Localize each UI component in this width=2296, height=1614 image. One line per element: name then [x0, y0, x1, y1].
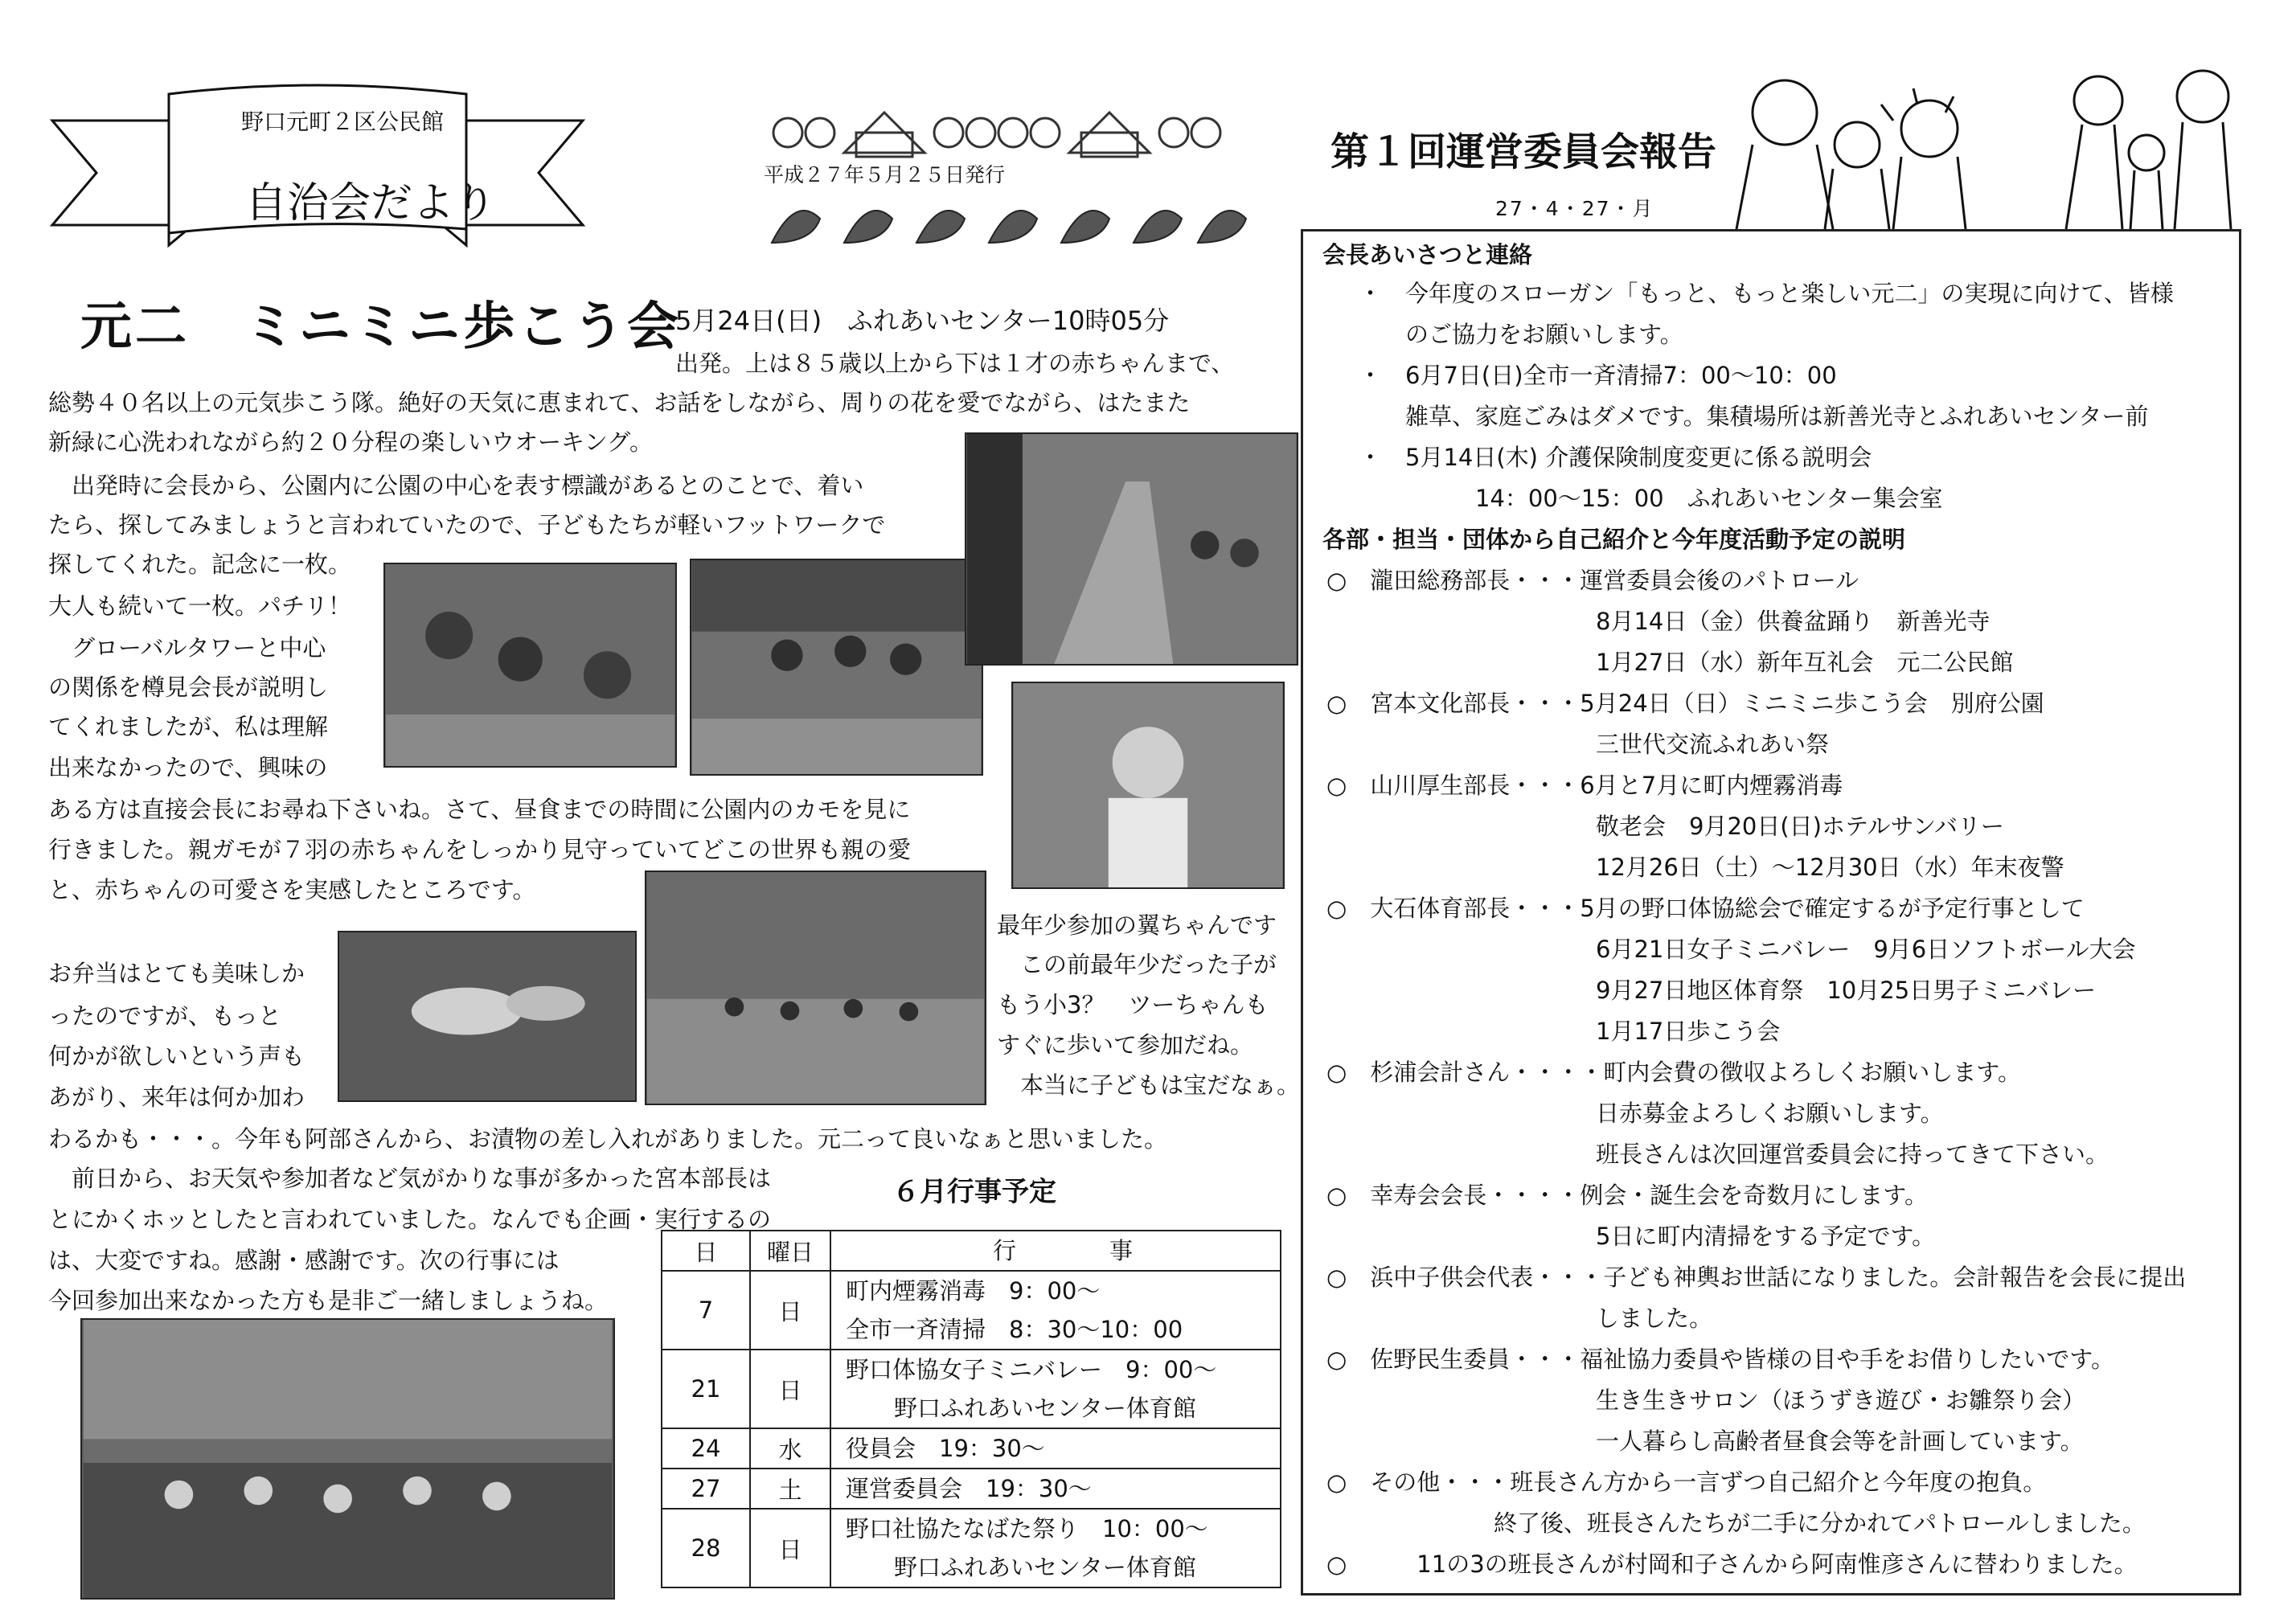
report-line: ・ 5月14日(木) 介護保険制度変更に係る説明会: [1359, 444, 1872, 471]
report-item-lead: ○ 幸寿会会長・・・・例会・誕生会を奇数月にします。: [1326, 1182, 1928, 1209]
report-item-lead: ○ 杉浦会計さん・・・・町内会費の徴収よろしくお願いします。: [1326, 1059, 2021, 1086]
article-line: と、赤ちゃんの可愛さを実感したところです。: [48, 876, 536, 903]
report-item-sub: 生き生きサロン（ほうずき遊び・お雛祭り会）: [1596, 1387, 2086, 1414]
photo-group-portrait: [80, 1318, 615, 1600]
event-line: 野口社協たなばた祭り 10：00～: [846, 1515, 1208, 1542]
article-line: たら、探してみましょうと言われていたので、子どもたちが軽いフットワークで: [48, 511, 886, 539]
photo-caption-line: この前最年少だった子が: [997, 951, 1277, 978]
article-line: グローバルタワーと中心: [48, 634, 326, 662]
report-item-sub: 班長さんは次回運営委員会に持ってきて下さい。: [1596, 1141, 2109, 1168]
article-line: 探してくれた。記念に一枚。: [48, 551, 352, 578]
photo-caption-line: 最年少参加の翼ちゃんです: [997, 911, 1277, 939]
weekday-cell: 日: [750, 1271, 830, 1350]
article-line: とにかくホッとしたと言われていました。なんでも企画・実行するの: [48, 1206, 772, 1233]
event-cell: [830, 1350, 1281, 1428]
article-line: 何かが欲しいという声も: [48, 1043, 305, 1070]
report-title: 第１回運営委員会報告: [1330, 129, 1717, 174]
table-header-row: [662, 1231, 1281, 1271]
photo-park-path: [965, 432, 1298, 666]
report-item-lead: ○ 大石体育部長・・・5月の野口体協総会で確定するが予定行事として: [1326, 895, 2085, 922]
article-line: わるかも・・・。今年も阿部さんから、お漬物の差し入れがありました。元二って良いなぁと思いました。: [48, 1125, 1168, 1153]
event-line: 野口体協女子ミニバレー 9：00～: [846, 1356, 1217, 1383]
report-item-sub: 終了後、班長さんたちが二手に分かれてパトロールしました。: [1447, 1510, 2146, 1537]
report-item-sub: 1月27日（水）新年互礼会 元二公民館: [1596, 649, 2014, 676]
column-header-day: 日: [662, 1231, 750, 1271]
photo-picnic-lawn: [645, 870, 986, 1105]
june-schedule-table: [661, 1230, 1281, 1588]
weekday-cell: 日: [750, 1350, 830, 1428]
event-line: 運営委員会 19：30～: [846, 1475, 1092, 1502]
issue-date: 平成２７年５月２５日発行: [764, 163, 1006, 186]
report-item-lead: ○ 11の3の班長さんが村岡和子さんから阿南惟彦さんに替わりました。: [1326, 1551, 2138, 1578]
report-item-sub: 6月21日女子ミニバレー 9月6日ソフトボール大会: [1596, 936, 2136, 963]
event-line: 野口ふれあいセンター体育館: [894, 1554, 1196, 1581]
table-row: [662, 1509, 1281, 1587]
table-row: [662, 1271, 1281, 1350]
article-line: の関係を樽見会長が説明し: [48, 674, 329, 701]
table-row: [662, 1469, 1281, 1509]
event-line: 野口ふれあいセンター体育館: [894, 1395, 1196, 1422]
report-section-heading: 各部・担当・団体から自己紹介と今年度活動予定の説明: [1322, 526, 1906, 553]
event-line: 役員会 19：30～: [846, 1435, 1045, 1462]
event-line: 町内煙霧消毒 9：00～: [846, 1277, 1101, 1305]
article-line: 出発時に会長から、公園内に公園の中心を表す標識があるとのことで、着い: [48, 472, 864, 499]
event-cell: [830, 1469, 1281, 1509]
event-cell: [830, 1509, 1281, 1587]
article-line: 出来なかったので、興味の: [48, 754, 328, 781]
report-item-lead: ○ 瀧田総務部長・・・運営委員会後のパトロール: [1326, 567, 1859, 594]
report-item-sub: 5日に町内清掃をする予定です。: [1596, 1223, 1936, 1250]
article-line: お弁当はとても美味しか: [48, 960, 305, 987]
report-line: ・ 6月7日(日)全市一斉清掃7：00～10：00: [1359, 362, 1837, 389]
day-cell: 21: [662, 1350, 750, 1428]
photo-caption-line: すぐに歩いて参加だね。: [997, 1031, 1254, 1059]
report-item-sub: 12月26日（土）～12月30日（水）年末夜警: [1596, 854, 2064, 881]
column-header-weekday: 曜日: [750, 1231, 830, 1271]
article-line: は、大変ですね。感謝・感謝です。次の行事には: [48, 1247, 560, 1274]
house-flower-decoration: [764, 96, 1262, 161]
day-cell: 28: [662, 1509, 750, 1587]
event-cell: [830, 1271, 1281, 1350]
column-header-event: 行 事: [830, 1231, 1281, 1271]
day-cell: 7: [662, 1271, 750, 1350]
report-line: のご協力をお願いします。: [1359, 321, 1683, 348]
article-line: あがり、来年は何か加わ: [48, 1084, 305, 1111]
org-name: 野口元町２区公民館: [241, 109, 445, 135]
weekday-cell: 日: [750, 1509, 830, 1587]
report-section-heading: 会長あいさつと連絡: [1322, 241, 1533, 268]
report-item-sub: 一人暮らし高齢者昼食会等を計画しています。: [1596, 1428, 2084, 1455]
newsletter-title: 自治会だより: [245, 179, 497, 227]
article-line: 今回参加出来なかった方も是非ご一緒しましょうね。: [48, 1287, 609, 1314]
article-line: 新緑に心洗われながら約２０分程の楽しいウオーキング。: [48, 428, 653, 456]
article-line: 行きました。親ガモが７羽の赤ちゃんをしっかり見守っていてどこの世界も親の愛: [48, 836, 912, 863]
weekday-cell: 水: [750, 1428, 830, 1469]
article-date-place: 5月24日(日) ふれあいセンター10時05分: [675, 305, 1170, 336]
photo-adults-walking: [690, 559, 983, 776]
weekday-cell: 土: [750, 1469, 830, 1509]
report-item-lead: ○ 山川厚生部長・・・6月と7月に町内煙霧消毒: [1326, 772, 1843, 799]
report-item-sub: 敬老会 9月20日(日)ホテルサンバリー: [1596, 813, 2005, 840]
report-item-lead: ○ 宮本文化部長・・・5月24日（日）ミニミニ歩こう会 別府公園: [1326, 690, 2044, 717]
report-item-sub: 8月14日（金）供養盆踊り 新善光寺: [1596, 608, 1991, 635]
event-line: 全市一斉清掃 8：30～10：00: [846, 1316, 1183, 1343]
table-row: [662, 1350, 1281, 1428]
article-line: ある方は直接会長にお尋ね下さいね。さて、昼食までの時間に公園内のカモを見に: [48, 796, 911, 823]
photo-caption-line: もう小3？ ツーちゃんも: [997, 991, 1269, 1018]
report-item-sub: しました。: [1596, 1305, 1713, 1332]
photo-ducks: [338, 931, 637, 1102]
report-item-lead: ○ その他・・・班長さん方から一言ずつ自己紹介と今年度の抱負。: [1326, 1469, 2047, 1496]
report-line: ・ 今年度のスローガン「もっと、もっと楽しい元二」の実現に向けて、皆様: [1359, 280, 2174, 307]
report-date: 27・4・27・月: [1495, 197, 1654, 220]
photo-children-group: [383, 563, 677, 768]
event-cell: [830, 1428, 1281, 1469]
report-item-sub: 9月27日地区体育祭 10月25日男子ミニバレー: [1596, 977, 2097, 1004]
article-line: 大人も続いて一枚。パチリ！: [48, 592, 352, 620]
report-line: 雑草、家庭ごみはダメです。集積場所は新善光寺とふれあいセンター前: [1359, 403, 2149, 430]
article-line: 総勢４０名以上の元気歩こう隊。絶好の天気に恵まれて、お話をしながら、周りの花を愛でながら、はたまた: [48, 389, 1191, 416]
family-illustration: [1720, 56, 2267, 229]
report-item-lead: ○ 浜中子供会代表・・・子ども神輿お世話になりました。会計報告を会長に提出: [1326, 1264, 2187, 1291]
report-item-lead: ○ 佐野民生委員・・・福祉協力委員や皆様の目や手をお借りしたいです。: [1326, 1346, 2114, 1373]
day-cell: 24: [662, 1428, 750, 1469]
day-cell: 27: [662, 1469, 750, 1509]
photo-caption-line: 本当に子どもは宝だなぁ。: [997, 1071, 1301, 1099]
report-item-sub: 1月17日歩こう会: [1596, 1018, 1781, 1045]
report-item-sub: 三世代交流ふれあい祭: [1596, 731, 1830, 758]
article-line: てくれましたが、私は理解: [48, 713, 329, 740]
flower-row-decoration: [764, 186, 1262, 251]
table-row: [662, 1428, 1281, 1469]
photo-toddler: [1011, 682, 1285, 889]
article-line: ったのですが、もっと: [48, 1002, 282, 1030]
schedule-title: ６月行事予定: [892, 1176, 1056, 1208]
report-line: 14：00～15：00 ふれあいセンター集会室: [1359, 485, 1943, 512]
article-line: 前日から、お天気や参加者など気がかりな事が多かった宮本部長は: [48, 1165, 772, 1192]
article-line: 出発。上は８５歳以上から下は１才の赤ちゃんまで、: [675, 350, 1235, 377]
article-title: 元二 ミニミニ歩こう会: [80, 297, 682, 357]
report-item-sub: 日赤募金よろしくお願いします。: [1596, 1100, 1944, 1127]
